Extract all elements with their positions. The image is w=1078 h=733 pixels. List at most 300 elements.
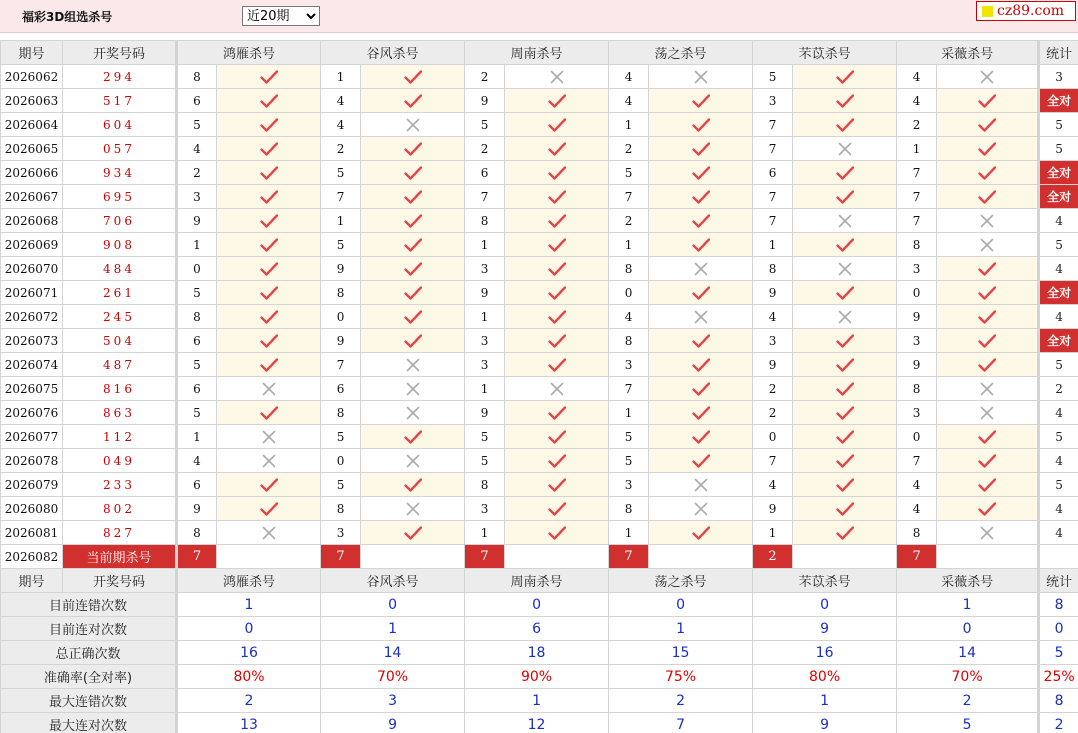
cross-icon — [977, 69, 997, 85]
hit-mark — [505, 137, 609, 161]
hit-mark — [361, 137, 465, 161]
summary-value: 75% — [609, 665, 753, 689]
kill-number-cell: 4 — [609, 305, 649, 329]
check-icon — [977, 261, 997, 277]
kill-number-cell: 3 — [897, 257, 937, 281]
hit-mark — [217, 473, 321, 497]
current-blank-2 — [361, 545, 465, 569]
miss-mark — [793, 209, 897, 233]
hit-mark — [649, 209, 753, 233]
summary-value: 14 — [321, 641, 465, 665]
hit-mark — [505, 521, 609, 545]
kill-number-cell: 9 — [321, 329, 361, 353]
summary-value: 13 — [177, 713, 321, 733]
current-row — [1, 545, 1078, 569]
kill-number-cell: 5 — [177, 401, 217, 425]
check-icon — [691, 117, 711, 133]
check-icon — [259, 165, 279, 181]
check-icon — [835, 381, 855, 397]
summary-row — [1, 593, 1078, 617]
winning-number-cell: 245 — [63, 305, 177, 329]
check-icon — [259, 285, 279, 301]
winning-number-cell: 816 — [63, 377, 177, 401]
kill-number-cell: 6 — [177, 89, 217, 113]
check-icon — [259, 477, 279, 493]
current-blank-1 — [217, 545, 321, 569]
period-cell: 2026065 — [1, 137, 63, 161]
current-stat — [1039, 545, 1078, 569]
kill-number-cell: 5 — [609, 161, 649, 185]
miss-mark — [361, 377, 465, 401]
check-icon — [547, 501, 567, 517]
kill-number-cell: 9 — [321, 257, 361, 281]
header-expert-6: 采薇杀号 — [897, 41, 1039, 65]
table-header — [1, 41, 1078, 65]
summary-label: 准确率(全对率) — [1, 665, 177, 689]
hit-mark — [793, 281, 897, 305]
kill-number-cell: 1 — [465, 377, 505, 401]
miss-mark — [649, 473, 753, 497]
summary-value: 12 — [465, 713, 609, 733]
period-cell: 2026068 — [1, 209, 63, 233]
check-icon — [547, 477, 567, 493]
check-icon — [691, 213, 711, 229]
hit-mark — [649, 449, 753, 473]
kill-number-cell: 4 — [177, 449, 217, 473]
kill-number-cell: 7 — [897, 185, 937, 209]
check-icon — [835, 165, 855, 181]
period-range-select[interactable] — [242, 6, 320, 26]
hit-mark — [937, 185, 1039, 209]
kill-number-cell: 5 — [753, 65, 793, 89]
cross-icon — [403, 357, 423, 373]
hit-mark — [505, 257, 609, 281]
cross-icon — [691, 69, 711, 85]
stat-cell: 4 — [1039, 401, 1078, 425]
winning-number-cell: 484 — [63, 257, 177, 281]
miss-mark — [361, 449, 465, 473]
period-cell: 2026080 — [1, 497, 63, 521]
check-icon — [403, 189, 423, 205]
period-cell: 2026064 — [1, 113, 63, 137]
check-icon — [977, 141, 997, 157]
kill-number-cell: 2 — [753, 377, 793, 401]
check-icon — [547, 405, 567, 421]
check-icon — [977, 309, 997, 325]
hit-mark — [217, 281, 321, 305]
check-icon — [259, 237, 279, 253]
miss-mark — [217, 425, 321, 449]
winning-number-cell: 934 — [63, 161, 177, 185]
kill-number-cell: 1 — [609, 401, 649, 425]
check-icon — [691, 357, 711, 373]
cross-icon — [403, 501, 423, 517]
check-icon — [403, 477, 423, 493]
miss-mark — [217, 449, 321, 473]
kill-number-cell: 8 — [897, 377, 937, 401]
kill-number-cell: 5 — [609, 425, 649, 449]
kill-number-cell: 3 — [321, 521, 361, 545]
hit-mark — [793, 353, 897, 377]
winning-number-cell: 827 — [63, 521, 177, 545]
hit-mark — [649, 281, 753, 305]
kill-number-cell: 3 — [897, 329, 937, 353]
kill-number-cell: 8 — [177, 65, 217, 89]
summary-value: 70% — [321, 665, 465, 689]
cross-icon — [403, 117, 423, 133]
cross-icon — [259, 381, 279, 397]
check-icon — [691, 525, 711, 541]
miss-mark — [649, 257, 753, 281]
table-row — [1, 497, 1078, 521]
check-icon — [835, 429, 855, 445]
kill-number-cell: 8 — [609, 497, 649, 521]
summary-value: 16 — [177, 641, 321, 665]
stat-cell: 4 — [1039, 305, 1078, 329]
check-icon — [835, 117, 855, 133]
kill-number-cell: 1 — [609, 113, 649, 137]
summary-value: 1 — [897, 593, 1039, 617]
period-cell: 2026066 — [1, 161, 63, 185]
winning-number-cell: 908 — [63, 233, 177, 257]
kill-number-cell: 6 — [321, 377, 361, 401]
kill-number-cell: 9 — [753, 353, 793, 377]
hit-mark — [361, 233, 465, 257]
period-cell: 2026078 — [1, 449, 63, 473]
miss-mark — [361, 353, 465, 377]
check-icon — [691, 93, 711, 109]
kill-number-cell: 6 — [177, 329, 217, 353]
kill-number-cell: 8 — [609, 257, 649, 281]
check-icon — [691, 165, 711, 181]
check-icon — [403, 309, 423, 325]
logo-text: cz89.com — [997, 3, 1065, 19]
kill-number-cell: 7 — [897, 209, 937, 233]
hit-mark — [217, 353, 321, 377]
kill-number-cell: 7 — [753, 113, 793, 137]
kill-number-cell: 1 — [753, 233, 793, 257]
hit-mark — [505, 353, 609, 377]
hit-mark — [937, 473, 1039, 497]
kill-number-cell: 4 — [609, 65, 649, 89]
hit-mark — [217, 401, 321, 425]
miss-mark — [649, 305, 753, 329]
miss-mark — [361, 401, 465, 425]
kill-number-cell: 9 — [897, 305, 937, 329]
current-row-group — [1, 545, 1078, 593]
winning-number-cell: 695 — [63, 185, 177, 209]
period-cell: 2026070 — [1, 257, 63, 281]
hit-mark — [505, 233, 609, 257]
kill-number-cell: 2 — [465, 65, 505, 89]
kill-number-cell: 2 — [465, 137, 505, 161]
current-blank-4 — [649, 545, 753, 569]
kill-number-cell: 9 — [177, 209, 217, 233]
kill-number-cell: 9 — [753, 497, 793, 521]
kill-number-cell: 8 — [465, 473, 505, 497]
kill-number-cell: 0 — [897, 425, 937, 449]
period-cell: 2026075 — [1, 377, 63, 401]
cross-icon — [547, 381, 567, 397]
check-icon — [977, 189, 997, 205]
period-cell: 2026074 — [1, 353, 63, 377]
kill-number-cell: 4 — [897, 89, 937, 113]
kill-number-cell: 1 — [465, 233, 505, 257]
check-icon — [835, 453, 855, 469]
miss-mark — [793, 257, 897, 281]
table-row — [1, 161, 1078, 185]
miss-mark — [505, 65, 609, 89]
kill-number-cell: 9 — [465, 401, 505, 425]
hit-mark — [793, 233, 897, 257]
hit-mark — [649, 353, 753, 377]
hit-mark — [217, 497, 321, 521]
check-icon — [691, 381, 711, 397]
winning-number-cell: 233 — [63, 473, 177, 497]
hit-mark — [361, 305, 465, 329]
hit-mark — [793, 329, 897, 353]
table-row — [1, 65, 1078, 89]
kill-number-cell: 5 — [465, 113, 505, 137]
check-icon — [403, 285, 423, 301]
kill-number-cell: 7 — [753, 209, 793, 233]
hit-mark — [937, 137, 1039, 161]
hit-mark — [361, 161, 465, 185]
hit-mark — [361, 185, 465, 209]
kill-number-cell: 3 — [753, 329, 793, 353]
hit-mark — [217, 257, 321, 281]
hit-mark — [217, 113, 321, 137]
hit-mark — [793, 65, 897, 89]
kill-number-cell: 5 — [465, 449, 505, 473]
hit-mark — [217, 209, 321, 233]
header-winning: 开奖号码 — [63, 41, 177, 65]
kill-number-cell: 7 — [609, 185, 649, 209]
table-row — [1, 473, 1078, 497]
check-icon — [547, 429, 567, 445]
current-blank-3 — [505, 545, 609, 569]
kill-number-cell: 1 — [321, 65, 361, 89]
period-cell: 2026072 — [1, 305, 63, 329]
hit-mark — [649, 425, 753, 449]
kill-number-cell: 8 — [465, 209, 505, 233]
winning-number-cell: 294 — [63, 65, 177, 89]
kill-number-cell: 1 — [321, 209, 361, 233]
hit-mark — [505, 89, 609, 113]
check-icon — [403, 333, 423, 349]
hit-mark — [793, 521, 897, 545]
miss-mark — [649, 497, 753, 521]
hit-mark — [361, 329, 465, 353]
kill-number-cell: 4 — [897, 473, 937, 497]
kill-number-cell: 7 — [753, 137, 793, 161]
summary-label: 最大连错次数 — [1, 689, 177, 713]
top-bar — [0, 0, 1078, 33]
check-icon — [259, 501, 279, 517]
cross-icon — [977, 213, 997, 229]
hit-mark — [937, 425, 1039, 449]
table-row — [1, 113, 1078, 137]
summary-label: 最大连对次数 — [1, 713, 177, 733]
footer-header-expert-6: 采薇杀号 — [897, 569, 1039, 593]
kill-number-cell: 0 — [897, 281, 937, 305]
kill-number-cell: 2 — [177, 161, 217, 185]
period-cell: 2026062 — [1, 65, 63, 89]
hit-mark — [505, 281, 609, 305]
kill-number-cell: 5 — [321, 161, 361, 185]
hit-mark — [649, 185, 753, 209]
summary-value: 80% — [177, 665, 321, 689]
kill-number-cell: 8 — [897, 521, 937, 545]
check-icon — [977, 285, 997, 301]
summary-value: 16 — [753, 641, 897, 665]
kill-number-cell: 1 — [177, 233, 217, 257]
kill-number-cell: 3 — [465, 353, 505, 377]
hit-mark — [937, 449, 1039, 473]
hit-mark — [649, 161, 753, 185]
kill-number-cell: 7 — [321, 353, 361, 377]
hit-mark — [505, 209, 609, 233]
kill-number-cell: 5 — [321, 473, 361, 497]
kill-number-cell: 4 — [609, 89, 649, 113]
footer-header-expert-3: 周南杀号 — [465, 569, 609, 593]
hit-mark — [361, 473, 465, 497]
kill-number-cell: 5 — [177, 353, 217, 377]
hit-mark — [793, 185, 897, 209]
kill-number-cell: 3 — [753, 89, 793, 113]
check-icon — [835, 477, 855, 493]
check-icon — [977, 453, 997, 469]
kill-number-cell: 5 — [177, 113, 217, 137]
stat-cell: 4 — [1039, 209, 1078, 233]
kill-number-cell: 4 — [753, 305, 793, 329]
summary-row — [1, 689, 1078, 713]
check-icon — [977, 477, 997, 493]
winning-number-cell: 604 — [63, 113, 177, 137]
check-icon — [547, 237, 567, 253]
check-icon — [259, 405, 279, 421]
summary-value: 80% — [753, 665, 897, 689]
kill-number-cell: 4 — [897, 497, 937, 521]
stat-cell: 2 — [1039, 377, 1078, 401]
check-icon — [835, 405, 855, 421]
stat-cell: 4 — [1039, 521, 1078, 545]
kill-number-cell: 7 — [609, 377, 649, 401]
kill-number-cell: 8 — [321, 401, 361, 425]
page-title: 福彩3D组选杀号 — [22, 10, 113, 24]
table-row — [1, 281, 1078, 305]
footer-header-period: 期号 — [1, 569, 63, 593]
current-pick-2: 7 — [321, 545, 361, 569]
kill-number-cell: 8 — [897, 233, 937, 257]
kill-number-cell: 1 — [609, 233, 649, 257]
stat-cell: 5 — [1039, 425, 1078, 449]
logo-square-icon — [982, 6, 993, 17]
miss-mark — [505, 377, 609, 401]
table-row — [1, 185, 1078, 209]
summary-stat: 5 — [1039, 641, 1078, 665]
miss-mark — [361, 113, 465, 137]
miss-mark — [937, 233, 1039, 257]
check-icon — [547, 117, 567, 133]
table-row — [1, 233, 1078, 257]
miss-mark — [217, 521, 321, 545]
check-icon — [691, 141, 711, 157]
check-icon — [259, 333, 279, 349]
kill-number-cell: 8 — [609, 329, 649, 353]
period-cell: 2026076 — [1, 401, 63, 425]
summary-value: 0 — [321, 593, 465, 617]
kill-number-cell: 2 — [753, 401, 793, 425]
stat-cell: 4 — [1039, 257, 1078, 281]
summary-value: 14 — [897, 641, 1039, 665]
hit-mark — [649, 329, 753, 353]
summary-value: 18 — [465, 641, 609, 665]
header-expert-5: 芣苡杀号 — [753, 41, 897, 65]
hit-mark — [361, 425, 465, 449]
check-icon — [835, 357, 855, 373]
hit-mark — [361, 209, 465, 233]
summary-stat: 2 — [1039, 713, 1078, 733]
hit-mark — [793, 113, 897, 137]
hit-mark — [505, 329, 609, 353]
hit-mark — [649, 521, 753, 545]
check-icon — [547, 165, 567, 181]
current-period: 2026082 — [1, 545, 63, 569]
period-cell: 2026069 — [1, 233, 63, 257]
table-row — [1, 257, 1078, 281]
table-row — [1, 353, 1078, 377]
stat-cell: 5 — [1039, 233, 1078, 257]
hit-mark — [361, 281, 465, 305]
stat-cell: 4 — [1039, 449, 1078, 473]
kill-number-cell: 4 — [753, 473, 793, 497]
hit-mark — [649, 89, 753, 113]
check-icon — [977, 429, 997, 445]
current-pick-3: 7 — [465, 545, 505, 569]
cross-icon — [691, 501, 711, 517]
footer-header-stat: 统计 — [1039, 569, 1078, 593]
kill-number-cell: 4 — [177, 137, 217, 161]
miss-mark — [937, 521, 1039, 545]
summary-value: 90% — [465, 665, 609, 689]
check-icon — [835, 237, 855, 253]
hit-mark — [649, 401, 753, 425]
cross-icon — [835, 213, 855, 229]
check-icon — [547, 453, 567, 469]
site-logo[interactable] — [976, 1, 1076, 21]
hit-mark — [937, 161, 1039, 185]
check-icon — [977, 117, 997, 133]
hit-mark — [361, 257, 465, 281]
miss-mark — [793, 305, 897, 329]
hit-mark — [361, 89, 465, 113]
check-icon — [977, 333, 997, 349]
table-row — [1, 377, 1078, 401]
table-row — [1, 521, 1078, 545]
hit-mark — [793, 449, 897, 473]
hit-mark — [649, 113, 753, 137]
check-icon — [547, 285, 567, 301]
all-correct-badge: 全对 — [1039, 329, 1078, 353]
table-row — [1, 305, 1078, 329]
check-icon — [259, 213, 279, 229]
check-icon — [835, 69, 855, 85]
stat-cell: 5 — [1039, 353, 1078, 377]
check-icon — [691, 237, 711, 253]
summary-value: 15 — [609, 641, 753, 665]
footer-header-expert-5: 芣苡杀号 — [753, 569, 897, 593]
